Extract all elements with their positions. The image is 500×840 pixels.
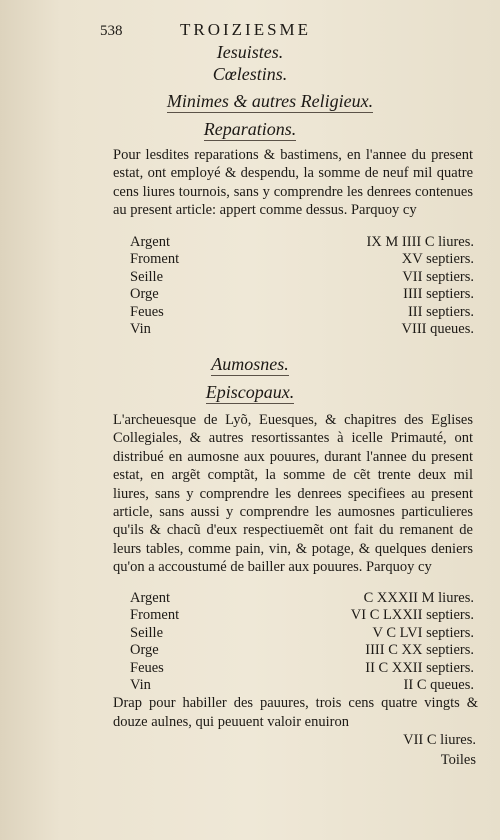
list-row: Argent C XXXII M liures. [130,590,474,606]
paragraph-drap: Drap pour habiller des pauures, trois cens quatre vingts & douze aulnes, qui peuuent valoir enuiron [113,695,478,730]
heading-reparations: Reparations. [203,119,297,139]
list-row: Orge IIII C XX septiers. [130,642,474,659]
list-row: Orge IIII septiers. [130,286,474,303]
list-row: Vin VIII queues. [130,321,474,338]
heading-celestins: Cœlestins. [212,64,288,84]
heading-minimes: Minimes & autres Religieux. [166,91,374,111]
list-row: Vin II C queues. [130,677,474,694]
drap-amount: VII C liures. [403,732,476,748]
running-title: TROIZIESME [180,20,312,39]
list-row: Feues II C XXII septiers. [130,659,474,676]
heading-aumosnes: Aumosnes. [211,354,289,374]
page-number: 538 [100,23,123,39]
list-row: Froment VI C LXXII septiers. [130,607,474,624]
list-reparations [130,234,474,338]
list-row: Seille VII septiers. [130,268,474,285]
paragraph-aumosnes: L'archeuesque de Lyõ, Euesques, & chapitres des Eglises Collegiales, & autres resortissantes à icelle Primauté, ont distribué en aumosne aux pouures, durant l'annee du present estat, en argẽt comptãt, la somme de cẽt trente deux mil liures, sans y comprendre les denrees specifiees au present article, sans aussi y comprendre les aumosnes particulieres qu'ils & chacũ d'eux respectiuemẽt ont fait du remanent de leurs tables, comme pain, vin, & potage, & quelques deniers qu'on a accoustumé de bailler aux pouures. Parquoy cy [113,412,473,576]
list-row: Froment XV septiers. [130,251,474,268]
list-row: Argent IX M IIII C liures. [130,234,474,250]
list-row: Feues III septiers. [130,303,474,320]
list-aumosnes [130,590,474,694]
list-row: Seille V C LVI septiers. [130,624,474,641]
paragraph-reparations: Pour lesdites reparations & bastimens, en l'annee du present estat, ont employé & despendu, la somme de neuf mil quatre cens liures tournois, sans y comprendre les denrees contenues au present article: appert comme dessus. Parquoy cy [113,147,473,219]
page-header [100,20,440,40]
catchword: Toiles [440,752,476,768]
heading-episcopaux: Episcopaux. [205,382,295,402]
heading-jesuites: Iesuistes. [216,42,284,62]
